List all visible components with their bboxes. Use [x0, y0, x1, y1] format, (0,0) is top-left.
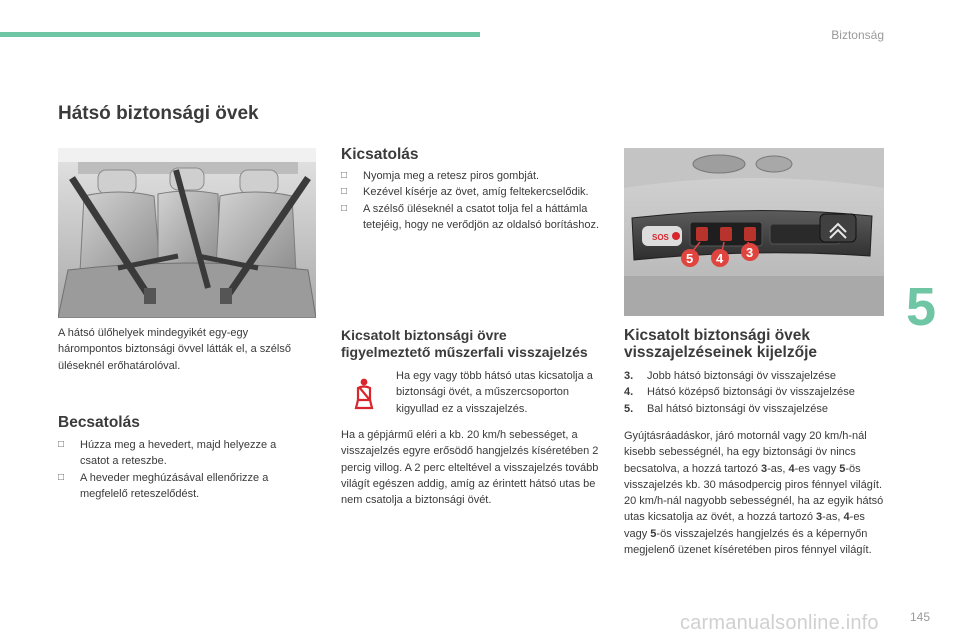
becsatolas-heading: Becsatolás — [58, 414, 140, 431]
list-text: Bal hátsó biztonsági öv visszajelzése — [647, 402, 828, 415]
text-run: 5 — [650, 527, 657, 540]
list-text: Hátsó középső biztonsági öv visszajelzése — [647, 386, 855, 399]
warning-heading — [341, 327, 588, 361]
watermark: carmanualsonline.info — [680, 612, 879, 634]
list-num: 4. — [624, 386, 634, 399]
kicsatolas-list — [341, 168, 603, 233]
callout-5: 5 — [686, 251, 694, 266]
section-name: Biztonság — [831, 28, 884, 42]
list-item: □ Nyomja meg a retesz piros gombját. — [341, 168, 603, 184]
page-number: 145 — [909, 610, 930, 624]
text-run: 20 km/h-nál nagyobb sebességnél, ha az egyik hátsó utas kicsatolja az övét, a hozzá tartozó — [624, 495, 884, 524]
text-run: -as, — [767, 462, 789, 475]
list-item: □ A szélső üléseknél a csatot tolja fel a háttámla tetejéig, hogy ne verődjön az oldalsó borításhoz. — [341, 201, 603, 234]
text-run: 5 — [839, 462, 846, 475]
list-item — [624, 368, 886, 384]
indicator-list — [624, 368, 886, 417]
warning-heading-line2: figyelmeztető műszerfali visszajelzés — [341, 344, 588, 360]
text-run: 3 — [760, 462, 768, 475]
list-num: 5. — [624, 402, 634, 415]
text-run: 4 — [788, 462, 795, 475]
display-text — [624, 428, 886, 558]
becsatolas-list — [58, 437, 304, 502]
text-run: -as, — [822, 511, 844, 524]
list-item: □ Kezével kísérje az övet, amíg feltekercselődik. — [341, 184, 603, 200]
display-heading — [624, 327, 817, 361]
list-num: 3. — [624, 370, 634, 382]
text-run: -es vagy — [794, 462, 840, 475]
callout-3: 3 — [746, 245, 754, 260]
list-item: □ Húzza meg a hevedert, majd helyezze a csatot a reteszbe. — [58, 437, 304, 470]
callout-4: 4 — [716, 251, 724, 266]
list-text: Jobb hátsó biztonsági öv visszajelzése — [647, 370, 836, 382]
page-title: Hátsó biztonsági övek — [58, 103, 259, 124]
warning-text: Ha a gépjármű eléri a kb. 20 km/h sebességet, a visszajelzés egyre erősödő hangjelzés kíséretében 2 percig villog. A 2 perc elteltével a visszajelzés tovább világít egészen addig, amíg az érintett hátsó utas be nem csatolja a biztonsági övét. — [341, 429, 599, 507]
text-run: -es vagy — [624, 511, 865, 540]
display-heading-line1: Kicsatolt biztonsági övek — [624, 327, 811, 344]
display-heading-line2: visszajelzéseinek kijelzője — [624, 344, 818, 361]
chapter-number: 5 — [906, 277, 937, 337]
kicsatolas-heading: Kicsatolás — [341, 146, 419, 163]
rear-seats-photo — [58, 148, 316, 318]
header-accent-bar — [0, 32, 480, 37]
list-item: □ A heveder meghúzásával ellenőrizze a megfelelő reteszelődést. — [58, 470, 304, 503]
warning-heading-line1: Kicsatolt biztonsági övre — [341, 327, 507, 343]
seatbelt-warning-icon — [352, 378, 376, 410]
text-run: -ös visszajelzés hangjelzés és a képernyőn megjelenő üzenet kíséretében piros fénnyel világít. — [624, 527, 872, 557]
text-run: -ös visszajelzés kb. 30 másodpercig piros fénnyel világít. — [624, 462, 883, 491]
dashboard-photo — [624, 148, 884, 316]
intro-text: A hátsó ülőhelyek mindegyikét egy-egy hárompontos biztonsági övvel látták el, a szélső üléseknél erőhatárolóval. — [58, 327, 291, 372]
text-run: 3 — [816, 511, 823, 524]
sos-button-label: SOS — [652, 233, 669, 242]
warning-note: Ha egy vagy több hátsó utas kicsatolja a biztonsági övét, a műszercsoporton kigyullad ez a visszajelzés. — [396, 370, 593, 415]
text-run: Gyújtásráadáskor, járó motornál vagy 20 km/h-nál kisebb sebességnél, ha egy biztonsági öv nincs becsatolva, a hozzá tartozó — [624, 430, 867, 475]
list-item — [624, 401, 886, 417]
text-run: 4 — [843, 511, 850, 524]
list-item — [624, 384, 886, 400]
